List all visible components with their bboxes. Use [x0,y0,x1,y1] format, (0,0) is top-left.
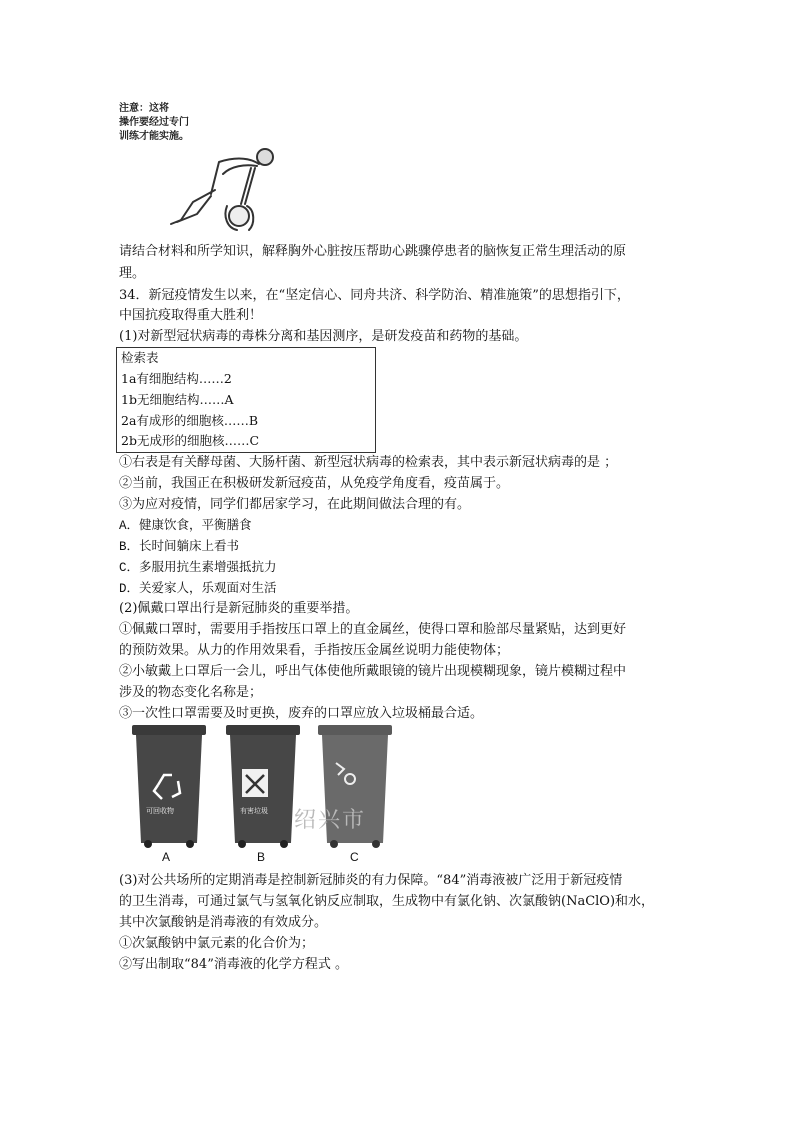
bin-label-c: C [350,850,359,864]
subquestion-2-heading: (2)佩戴口罩出行是新冠肺炎的重要举措。 [119,601,359,616]
question-line: 的预防效果。从力的作用效果看，手指按压金属丝说明力能使物体； [119,643,510,658]
paragraph-line: 请结合材料和所学知识，解释胸外心脏按压帮助心跳骤停患者的脑恢复正常生理活动的原 [119,244,627,259]
cpr-illustration [119,94,299,234]
watermark-text: 绍兴市 [294,808,367,833]
bin-label-b: B [257,850,266,864]
lookup-table-title: 检索表 [121,350,159,365]
question-line: ②小敏戴上口罩后一会儿，呼出气体使他所戴眼镜的镜片出现模糊现象，镜片模糊过程中 [119,664,627,679]
option-d: D．关爱家人，乐观面对生活 [119,582,277,596]
garbage-bins-figure [126,723,416,868]
cpr-note-line: 训练才能实施。 [119,131,189,142]
option-c: C．多服用抗生素增强抵抗力 [119,561,277,575]
question-line: ②当前，我国正在积极研发新冠疫苗，从免疫学角度看，疫苗属于。 [119,476,510,491]
subquestion-3-heading: (3)对公共场所的定期消毒是控制新冠肺炎的有力保障。“84”消毒液被广泛用于新冠疫情 [119,873,623,888]
subquestion-1-heading: (1)对新型冠状病毒的毒株分离和基因测序，是研发疫苗和药物的基础。 [119,329,528,344]
question-line: 其中次氯酸钠是消毒液的有效成分。 [119,915,328,930]
bin-a [132,725,206,848]
paragraph-line: 理。 [119,266,146,281]
cpr-note-line: 操作要经过专门 [119,117,189,128]
bin-b [226,725,300,848]
question-line: ①佩戴口罩时，需要用手指按压口罩上的直金属丝，使得口罩和脸部尽量紧贴，达到更好 [119,622,627,637]
lookup-table [116,347,376,453]
question-line: ①右表是有关酵母菌、大肠杆菌、新型冠状病毒的检索表，其中表示新冠状病毒的是 ； [119,455,618,470]
question-line: ①次氯酸钠中氯元素的化合价为； [119,936,315,951]
question-line: 的卫生消毒，可通过氯气与氢氧化钠反应制取，生成物中有氯化钠、次氯酸钠(NaClO)和水， [119,894,655,909]
question-line: ③为应对疫情，同学们都居家学习，在此期间做法合理的有。 [119,497,471,512]
lookup-table-row: 2a有成形的细胞核……B [121,413,259,428]
lookup-table-row: 2b无成形的细胞核……C [121,433,260,448]
cpr-note-line: 注意：这将 [119,103,169,114]
bin-a-text: 可回收物 [146,807,174,815]
option-a: A．健康饮食，平衡膳食 [119,519,252,533]
cpr-drawing [119,94,299,234]
paragraph-line: 中国抗疫取得重大胜利！ [119,308,263,323]
garbage-bins-drawing [126,723,416,868]
lookup-table-row: 1b无细胞结构……A [121,392,234,407]
question-line: ②写出制取“84”消毒液的化学方程式 。 [119,957,348,972]
question-line: ③一次性口罩需要及时更换，废弃的口罩应放入垃圾桶最合适。 [119,706,484,721]
option-b: B．长时间躺床上看书 [119,540,240,554]
question-34-heading: 34．新冠疫情发生以来，在“坚定信心、同舟共济、科学防治、精准施策”的思想指引下， [119,288,630,303]
bin-label-a: A [162,850,171,864]
question-line: 涉及的物态变化名称是； [119,685,263,700]
bin-b-text: 有害垃圾 [240,807,268,815]
lookup-table-row: 1a有细胞结构……2 [121,371,232,386]
